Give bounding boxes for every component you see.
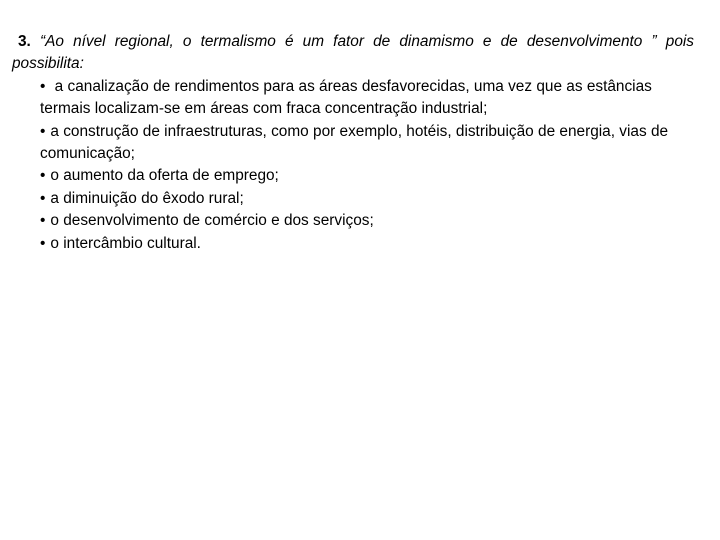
list-item [40, 188, 694, 210]
question-text: “Ao nível regional, o termalismo é um fator de dinamismo e de desenvolvimento ” pois possibilita: [12, 33, 694, 73]
bullet-icon: • [40, 189, 46, 207]
bullet-icon: • [40, 167, 46, 185]
list-item [40, 165, 694, 187]
list-item-text: a construção de infraestruturas, como por exemplo, hotéis, distribuição de energia, vias de comunicação; [40, 122, 669, 163]
bullet-list [12, 76, 694, 255]
bullet-icon: • [40, 122, 46, 140]
list-item [40, 233, 694, 255]
list-item [40, 121, 694, 166]
question-number: 3. [18, 33, 31, 50]
list-item-text: a canalização de rendimentos para as áreas desfavorecidas, uma vez que as estâncias termais localizam-se em áreas com fraca concentração industrial; [40, 77, 652, 118]
question-intro [12, 31, 694, 76]
list-item-text: a diminuição do êxodo rural; [50, 189, 244, 207]
bullet-icon: • [40, 77, 46, 95]
list-item-text: o aumento da oferta de emprego; [50, 167, 279, 185]
list-item [40, 210, 694, 232]
list-item [40, 76, 694, 121]
question-block [12, 31, 694, 255]
list-item-text: o intercâmbio cultural. [50, 234, 201, 252]
list-item-text: o desenvolvimento de comércio e dos serviços; [50, 212, 374, 230]
bullet-icon: • [40, 234, 46, 252]
bullet-icon: • [40, 212, 46, 230]
